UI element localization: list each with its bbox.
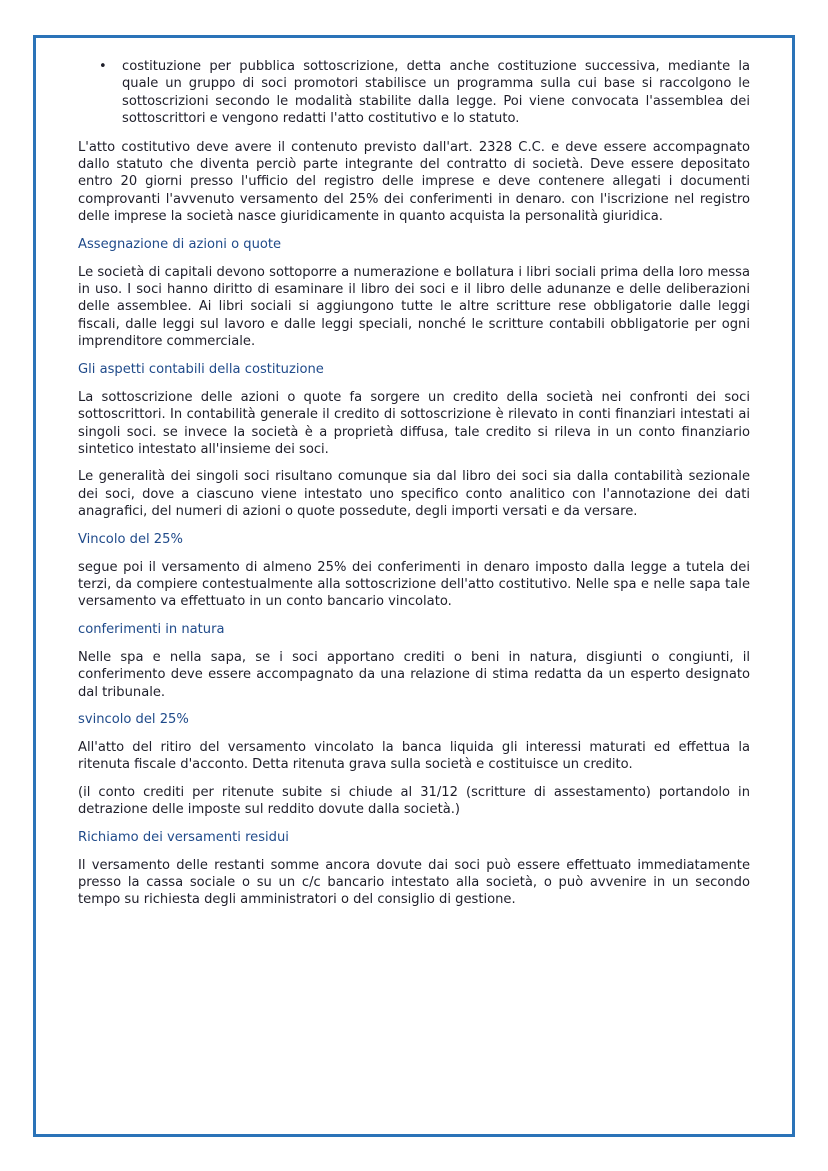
section-heading: Gli aspetti contabili della costituzione bbox=[78, 361, 324, 377]
section-paragraph: (il conto crediti per ritenute subite si chiude al 31/12 (scritture di assestamento) portandolo in detrazione delle imposte sul reddito dovute dalla società.) bbox=[78, 784, 750, 818]
section-heading: Vincolo del 25% bbox=[78, 531, 183, 547]
section-heading: Assegnazione di azioni o quote bbox=[78, 236, 282, 252]
section-heading: svincolo del 25% bbox=[78, 711, 189, 727]
section-heading: conferimenti in natura bbox=[78, 621, 225, 637]
section-paragraph: Le società di capitali devono sottoporre a numerazione e bollatura i libri sociali prima della loro messa in uso. I soci hanno diritto di esaminare il libro dei soci e il libro delle adunanze e delle deliberazioni delle assemblee. Ai libri sociali si aggiungono tutte le altre scritture rese obbligatorie dalle leggi fiscali, dalle leggi sul lavoro e dalle leggi speciali, nonché le scritture contabili obbligatorie per ogni imprenditore commerciale. bbox=[78, 264, 750, 350]
section-aspetti-contabili bbox=[78, 361, 750, 521]
section-heading: Richiamo dei versamenti residui bbox=[78, 829, 289, 845]
section-paragraph: Nelle spa e nella sapa, se i soci apportano crediti o beni in natura, disgiunti o congiunti, il conferimento deve essere accompagnato da una relazione di stima redatta da un esperto designato dal tribunale. bbox=[78, 649, 750, 700]
section-richiamo bbox=[78, 829, 750, 909]
bullet-item bbox=[78, 58, 750, 128]
section-svincolo bbox=[78, 711, 750, 819]
intro-paragraph: L'atto costitutivo deve avere il contenuto previsto dall'art. 2328 C.C. e deve essere accompagnato dallo statuto che diventa perciò parte integrante del contratto di società. Deve essere depositato entro 20 giorni presso l'ufficio del registro delle imprese e deve contenere allegati i documenti comprovanti l'avvenuto versamento del 25% dei conferimenti in denaro. con l'iscrizione nel registro delle imprese la società nasce giuridicamente in quanto acquista la personalità giuridica. bbox=[78, 139, 750, 225]
section-conferimenti-natura bbox=[78, 621, 750, 701]
section-paragraph: All'atto del ritiro del versamento vincolato la banca liquida gli interessi maturati ed effettua la ritenuta fiscale d'acconto. Detta ritenuta grava sulla società e costituisce un credito. bbox=[78, 739, 750, 773]
section-paragraph: Il versamento delle restanti somme ancora dovute dai soci può essere effettuato immediatamente presso la cassa sociale o su un c/c bancario intestato alla società, o può avvenire in un secondo tempo su richiesta degli amministratori o del consiglio di gestione. bbox=[78, 857, 750, 908]
bullet-text: costituzione per pubblica sottoscrizione, detta anche costituzione successiva, mediante la quale un gruppo di soci promotori stabilisce un programma sulla cui base si raccolgono le sottoscrizioni secondo le modalità stabilite dalla legge. Poi viene convocata l'assemblea dei sottoscrittori e vengono redatti l'atto costitutivo e lo statuto. bbox=[122, 59, 750, 127]
section-paragraph: segue poi il versamento di almeno 25% dei conferimenti in denaro imposto dalla legge a tutela dei terzi, da compiere contestualmente alla sottoscrizione dell'atto costitutivo. Nelle spa e nelle sapa tale versamento va effettuato in un conto bancario vincolato. bbox=[78, 559, 750, 610]
document-body bbox=[78, 58, 750, 919]
section-vincolo bbox=[78, 531, 750, 611]
section-paragraph: La sottoscrizione delle azioni o quote fa sorgere un credito della società nei confronti dei soci sottoscrittori. In contabilità generale il credito di sottoscrizione è rilevato in conti finanziari intestati ai singoli soci. se invece la società è a proprietà diffusa, tale credito si rileva in un conto finanziario sintetico intestato all'insieme dei soci. bbox=[78, 389, 750, 457]
section-assegnazione bbox=[78, 236, 750, 351]
bullet-marker: • bbox=[99, 59, 107, 74]
section-paragraph: Le generalità dei singoli soci risultano comunque sia dal libro dei soci sia dalla contabilità sezionale dei soci, dove a ciascuno viene intestato uno specifico conto analitico con l'annotazione dei dati anagrafici, del numeri di azioni o quote possedute, degli importi versati e da versare. bbox=[78, 469, 750, 520]
